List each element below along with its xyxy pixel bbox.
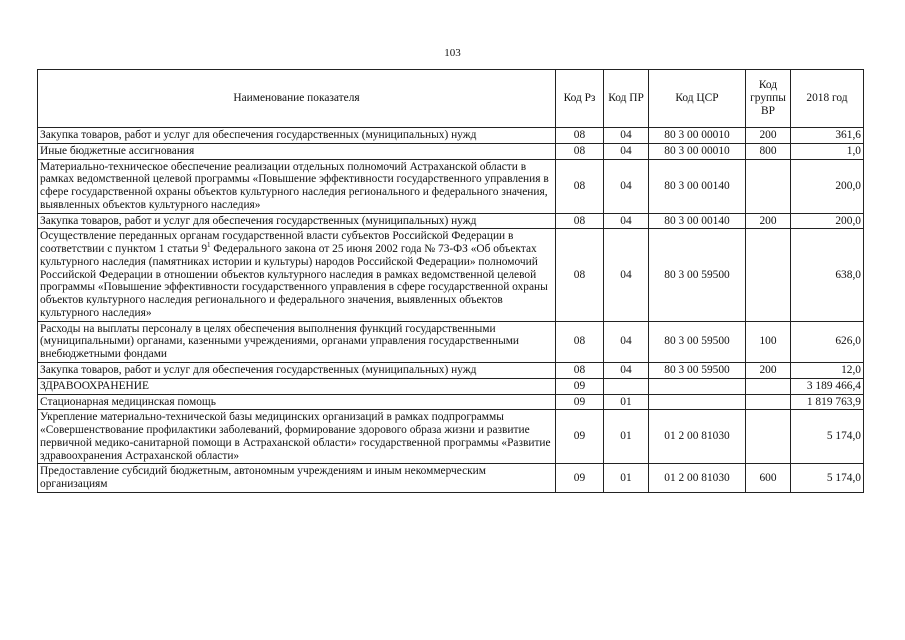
row-vr: 200	[746, 128, 791, 144]
row-vr	[746, 159, 791, 213]
header-vr: Код группы ВР	[746, 70, 791, 128]
table-row	[38, 128, 864, 144]
row-name: Укрепление материально-технической базы медицинских организаций в рамках подпрограммы «Совершенствование профилактики заболеваний, формирование здорового образа жизни и развитие первичной медико-санитарной помощи в Астраханской области» государственной программы «Развитие здравоохранения Астраханской области»	[38, 410, 556, 464]
row-rz: 08	[556, 128, 604, 144]
row-csr	[649, 378, 746, 394]
row-pr: 01	[604, 410, 649, 464]
row-csr: 80 3 00 59500	[649, 363, 746, 379]
row-csr: 80 3 00 00010	[649, 143, 746, 159]
row-name: Предоставление субсидий бюджетным, автономным учреждениям и иным некоммерческим организациям	[38, 464, 556, 493]
row-rz: 08	[556, 159, 604, 213]
header-rz: Код Рз	[556, 70, 604, 128]
budget-table	[37, 69, 864, 493]
table-header-row	[38, 70, 864, 128]
row-name-part2: Федерального закона от 25 июня 2002 года № 73-ФЗ «Об объектах культурного наследия (памятниках истории и культуры) народов Российской Федерации» полномочий Российской Федерации в отношении объектов культурного наследия в рамках ведомственной целевой программы «Повышение эффективности государственного управления в сфере государственной охраны объектов культурного наследия регионального и федерального значения, выявленных объектов культурного наследия»	[40, 243, 548, 319]
row-csr: 80 3 00 59500	[649, 229, 746, 321]
row-pr	[604, 378, 649, 394]
row-name: Стационарная медицинская помощь	[38, 394, 556, 410]
table-row	[38, 410, 864, 464]
row-value: 1 819 763,9	[791, 394, 864, 410]
row-rz: 08	[556, 213, 604, 229]
table-row	[38, 363, 864, 379]
row-csr: 01 2 00 81030	[649, 464, 746, 493]
row-vr	[746, 410, 791, 464]
table-row	[38, 159, 864, 213]
row-pr: 04	[604, 229, 649, 321]
row-name-part1: Осуществление переданных органам государственной власти субъектов Российской Федерации в соответствии с пунктом 1 статьи 9	[40, 230, 514, 256]
header-csr: Код ЦСР	[649, 70, 746, 128]
header-year: 2018 год	[791, 70, 864, 128]
table-row	[38, 143, 864, 159]
row-value: 12,0	[791, 363, 864, 379]
row-name: Расходы на выплаты персоналу в целях обеспечения выполнения функций государственными (муниципальными) органами, казенными учреждениями, органами управления государственными внебюджетными фондами	[38, 321, 556, 362]
table-row	[38, 464, 864, 493]
row-csr: 80 3 00 00140	[649, 159, 746, 213]
row-pr: 01	[604, 464, 649, 493]
row-value: 3 189 466,4	[791, 378, 864, 394]
row-name: Закупка товаров, работ и услуг для обеспечения государственных (муниципальных) нужд	[38, 213, 556, 229]
row-name: Закупка товаров, работ и услуг для обеспечения государственных (муниципальных) нужд	[38, 128, 556, 144]
row-pr: 04	[604, 159, 649, 213]
row-name: Материально-техническое обеспечение реализации отдельных полномочий Астраханской области в рамках ведомственной целевой программы «Повышение эффективности государственного управления в сфере государственной охраны объектов культурного наследия регионального и федерального значения, выявленных объектов культурного наследия»	[38, 159, 556, 213]
table-row	[38, 229, 864, 321]
row-value: 1,0	[791, 143, 864, 159]
row-vr: 100	[746, 321, 791, 362]
row-value: 200,0	[791, 213, 864, 229]
row-name	[38, 229, 556, 321]
table-row	[38, 213, 864, 229]
row-pr: 04	[604, 213, 649, 229]
row-value: 200,0	[791, 159, 864, 213]
row-vr	[746, 229, 791, 321]
row-pr: 01	[604, 394, 649, 410]
row-rz: 08	[556, 363, 604, 379]
row-pr: 04	[604, 363, 649, 379]
row-vr: 800	[746, 143, 791, 159]
row-name: Закупка товаров, работ и услуг для обеспечения государственных (муниципальных) нужд	[38, 363, 556, 379]
row-name: ЗДРАВООХРАНЕНИЕ	[38, 378, 556, 394]
row-pr: 04	[604, 128, 649, 144]
row-value: 638,0	[791, 229, 864, 321]
row-rz: 09	[556, 464, 604, 493]
row-rz: 09	[556, 394, 604, 410]
row-value: 361,6	[791, 128, 864, 144]
table-row	[38, 394, 864, 410]
row-rz: 08	[556, 143, 604, 159]
table-row	[38, 321, 864, 362]
row-rz: 08	[556, 321, 604, 362]
row-pr: 04	[604, 143, 649, 159]
row-csr: 01 2 00 81030	[649, 410, 746, 464]
row-value: 5 174,0	[791, 410, 864, 464]
header-pr: Код ПР	[604, 70, 649, 128]
row-value: 5 174,0	[791, 464, 864, 493]
row-name-superscript: 1	[207, 241, 211, 250]
row-vr	[746, 394, 791, 410]
row-csr	[649, 394, 746, 410]
row-vr	[746, 378, 791, 394]
row-name: Иные бюджетные ассигнования	[38, 143, 556, 159]
row-pr: 04	[604, 321, 649, 362]
row-vr: 200	[746, 363, 791, 379]
table-row	[38, 378, 864, 394]
row-csr: 80 3 00 59500	[649, 321, 746, 362]
row-rz: 09	[556, 410, 604, 464]
row-value: 626,0	[791, 321, 864, 362]
row-csr: 80 3 00 00010	[649, 128, 746, 144]
row-csr: 80 3 00 00140	[649, 213, 746, 229]
page-number: 103	[444, 47, 461, 59]
row-vr: 600	[746, 464, 791, 493]
row-vr: 200	[746, 213, 791, 229]
row-rz: 09	[556, 378, 604, 394]
header-name: Наименование показателя	[38, 70, 556, 128]
row-rz: 08	[556, 229, 604, 321]
